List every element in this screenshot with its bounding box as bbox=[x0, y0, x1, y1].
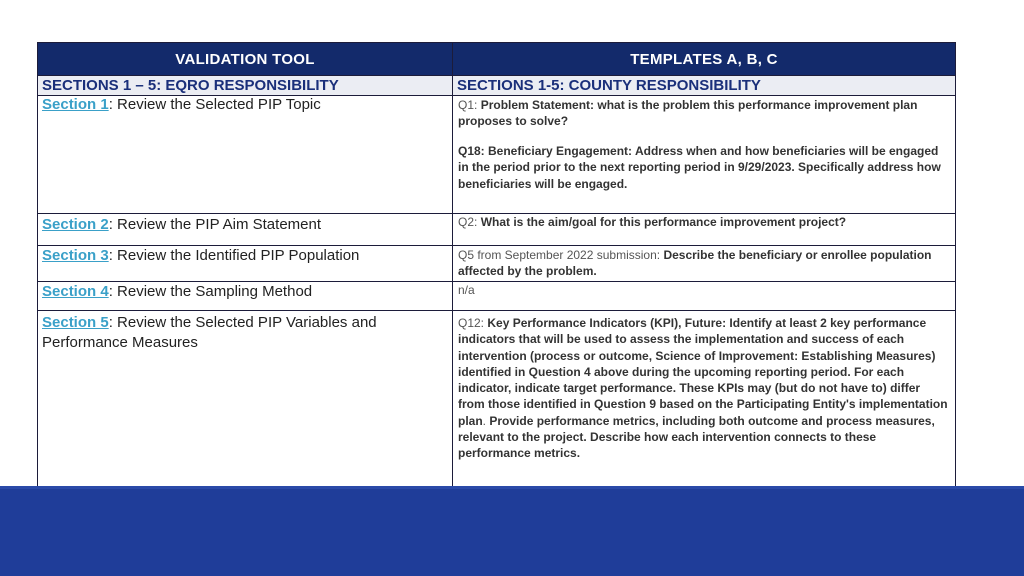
na-text: n/a bbox=[458, 283, 475, 297]
q12-label: Q12: bbox=[458, 316, 488, 330]
section-2-row bbox=[38, 215, 451, 235]
section-1-link[interactable]: Section 1 bbox=[42, 96, 109, 113]
q12-period: . bbox=[482, 413, 487, 428]
q5-cell bbox=[453, 247, 955, 280]
eqro-subheader: SECTIONS 1 – 5: EQRO RESPONSIBILITY bbox=[38, 75, 452, 95]
section-3-description: : Review the Identified PIP Population bbox=[108, 247, 360, 264]
q18-text: Q18: Beneficiary Engagement: Address when and how beneficiaries will be engaged in the period prior to the next reporting period in 9/29/2023. Specifically address how beneficiaries will be engaged. bbox=[458, 144, 941, 191]
section-1-row bbox=[38, 95, 451, 115]
q1-cell bbox=[453, 97, 955, 130]
county-subheader: SECTIONS 1-5: COUNTY RESPONSIBILITY bbox=[453, 75, 955, 95]
q2-label: Q2: bbox=[458, 215, 481, 229]
q12-text: Key Performance Indicators (KPI), Future: Identify at least 2 key performance indicators that will be used to assess the implementation and success of each intervention (process or outcome, Science of Improvement: Establishing Measures) identified in Question 4 above during the upcoming reporting period. For each indicator, indicate target performance. These KPIs may (but do not have to) differ from those identified in Question 9 based on the Participating Entity's implementation plan bbox=[458, 316, 948, 428]
section-1-description: : Review the Selected PIP Topic bbox=[108, 96, 321, 113]
row-divider bbox=[38, 310, 955, 311]
top-band bbox=[0, 0, 1024, 22]
section-2-link[interactable]: Section 2 bbox=[42, 216, 109, 233]
section-5-row bbox=[38, 313, 451, 353]
q5-text: Describe the beneficiary or enrollee population affected by the problem. bbox=[458, 248, 932, 279]
section-3-link[interactable]: Section 3 bbox=[42, 247, 109, 264]
na-cell bbox=[453, 282, 955, 298]
comparison-table bbox=[37, 42, 956, 492]
row-divider bbox=[38, 75, 955, 76]
q12-text-continued: Provide performance metrics, including both outcome and process measures, relevant to the project. Describe how each intervention connects to these performance metrics. bbox=[458, 413, 935, 461]
section-5-link[interactable]: Section 5 bbox=[42, 314, 109, 331]
q18-cell bbox=[453, 143, 955, 192]
q2-cell bbox=[453, 214, 955, 230]
q1-label: Q1: bbox=[458, 98, 481, 112]
q12-cell bbox=[453, 315, 955, 462]
section-4-description: : Review the Sampling Method bbox=[108, 283, 313, 300]
q2-text: What is the aim/goal for this performance improvement project? bbox=[480, 215, 847, 229]
validation-tool-header: VALIDATION TOOL bbox=[38, 43, 452, 75]
section-2-description: : Review the PIP Aim Statement bbox=[108, 216, 322, 233]
section-3-row bbox=[38, 246, 451, 266]
section-4-link[interactable]: Section 4 bbox=[42, 283, 109, 300]
q5-label: Q5 from September 2022 submission: bbox=[458, 248, 664, 262]
section-5-description: : Review the Selected PIP Variables and Performance Measures bbox=[42, 314, 377, 351]
q1-text: Problem Statement: what is the problem this performance improvement plan proposes to solve? bbox=[458, 98, 918, 129]
footer-band bbox=[0, 486, 1024, 576]
section-4-row bbox=[38, 282, 451, 302]
templates-header: TEMPLATES A, B, C bbox=[453, 43, 955, 75]
